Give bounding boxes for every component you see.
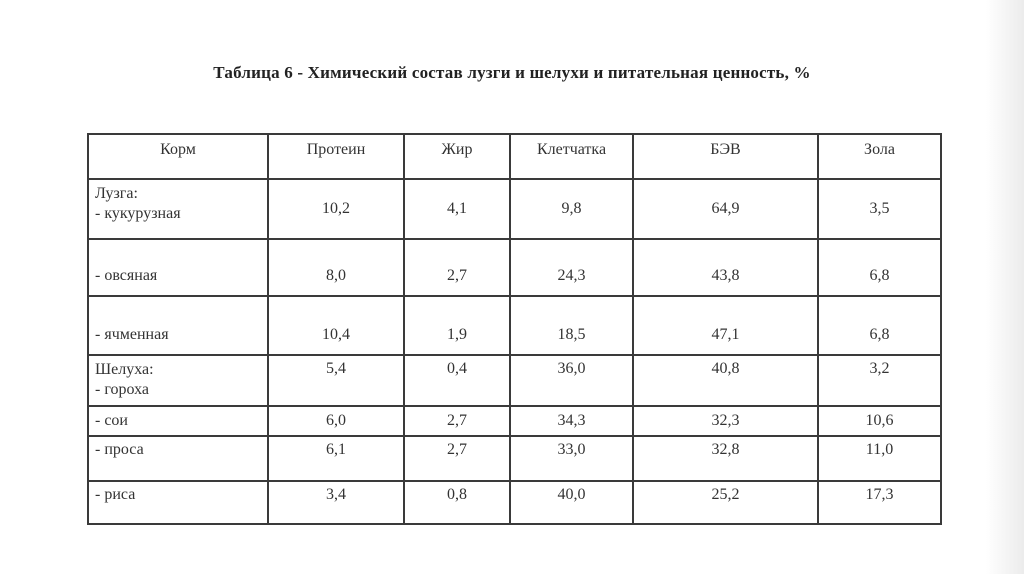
fat-value: 2,7 <box>404 436 510 481</box>
nfe-value: 25,2 <box>633 481 818 524</box>
header-row <box>88 134 941 179</box>
fat-value: 4,1 <box>404 179 510 239</box>
protein-value: 6,1 <box>268 436 404 481</box>
col-header-protein: Протеин <box>268 134 404 179</box>
table-row <box>88 436 941 481</box>
feed-cell <box>88 355 268 406</box>
protein-value: 6,0 <box>268 406 404 436</box>
edge-shadow <box>986 0 1024 574</box>
ash-value: 6,8 <box>818 296 941 355</box>
ash-value: 10,6 <box>818 406 941 436</box>
fiber-value: 34,3 <box>510 406 633 436</box>
fiber-value: 33,0 <box>510 436 633 481</box>
col-header-fat: Жир <box>404 134 510 179</box>
fat-value: 1,9 <box>404 296 510 355</box>
nfe-value: 32,3 <box>633 406 818 436</box>
col-header-ash: Зола <box>818 134 941 179</box>
feed-cell <box>88 179 268 239</box>
col-header-feed: Корм <box>88 134 268 179</box>
table-row <box>88 481 941 524</box>
ash-value: 17,3 <box>818 481 941 524</box>
feed-name: - овсяная <box>88 239 268 296</box>
table-row <box>88 406 941 436</box>
ash-value: 3,2 <box>818 355 941 406</box>
feed-name: - гороха <box>95 381 149 398</box>
nfe-value: 43,8 <box>633 239 818 296</box>
col-header-nfe: БЭВ <box>633 134 818 179</box>
fiber-value: 18,5 <box>510 296 633 355</box>
group-label-hull: Шелуха: <box>95 361 154 378</box>
protein-value: 3,4 <box>268 481 404 524</box>
fiber-value: 9,8 <box>510 179 633 239</box>
table-row <box>88 296 941 355</box>
protein-value: 8,0 <box>268 239 404 296</box>
feed-name: - ячменная <box>88 296 268 355</box>
fat-value: 0,4 <box>404 355 510 406</box>
table-row <box>88 239 941 296</box>
fat-value: 0,8 <box>404 481 510 524</box>
feed-name: - проса <box>88 436 268 481</box>
feed-name: - кукурузная <box>95 205 181 222</box>
group-label-husk: Лузга: <box>95 185 138 202</box>
table-row <box>88 355 941 406</box>
nfe-value: 32,8 <box>633 436 818 481</box>
fiber-value: 24,3 <box>510 239 633 296</box>
col-header-fiber: Клетчатка <box>510 134 633 179</box>
protein-value: 10,2 <box>268 179 404 239</box>
nfe-value: 64,9 <box>633 179 818 239</box>
composition-table <box>87 133 942 525</box>
feed-name: - сои <box>88 406 268 436</box>
fiber-value: 40,0 <box>510 481 633 524</box>
ash-value: 3,5 <box>818 179 941 239</box>
nfe-value: 40,8 <box>633 355 818 406</box>
protein-value: 5,4 <box>268 355 404 406</box>
fiber-value: 36,0 <box>510 355 633 406</box>
fat-value: 2,7 <box>404 406 510 436</box>
protein-value: 10,4 <box>268 296 404 355</box>
table-title: Таблица 6 - Химический состав лузги и шелухи и питательная ценность, % <box>213 63 811 82</box>
table-row <box>88 179 941 239</box>
ash-value: 11,0 <box>818 436 941 481</box>
nfe-value: 47,1 <box>633 296 818 355</box>
feed-name: - риса <box>88 481 268 524</box>
fat-value: 2,7 <box>404 239 510 296</box>
ash-value: 6,8 <box>818 239 941 296</box>
